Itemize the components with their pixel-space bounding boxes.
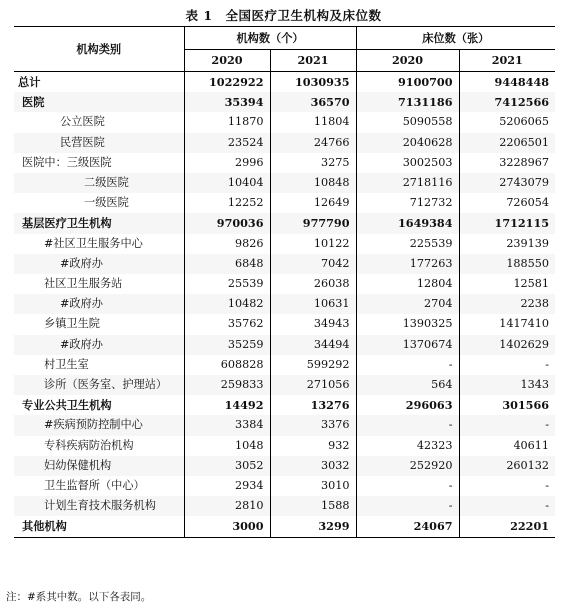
row-value: - [459,355,555,375]
row-value: 2704 [356,294,459,314]
row-value: 1402629 [459,335,555,355]
table-row [14,456,555,476]
row-label: 公立医院 [60,115,105,129]
row-value: 34943 [270,314,356,334]
row-value: 225539 [356,234,459,254]
footnote: 注：#系其中数。以下各表同。 [6,591,152,603]
row-value: 1390325 [356,314,459,334]
table-row [14,335,555,355]
row-value: 188550 [459,254,555,274]
row-value: 5090558 [356,112,459,132]
row-label: #疾病预防控制中心 [14,415,184,435]
table-body [14,72,555,538]
row-value: 3376 [270,415,356,435]
table-row [14,436,555,456]
row-label: 计划生育技术服务机构 [14,496,184,516]
row-value: 2206501 [459,133,555,153]
row-value: 271056 [270,375,356,395]
table-row [14,355,555,375]
row-label: 其他机构 [14,516,184,537]
row-label: 卫生监督所（中心） [44,479,145,493]
row-value: 1588 [270,496,356,516]
row-value: 1343 [459,375,555,395]
table-row [14,112,555,132]
row-value: 12581 [459,274,555,294]
row-value: 1649384 [356,213,459,233]
row-value: 2934 [184,476,270,496]
row-value: 14492 [184,395,270,415]
row-value: 1048 [184,436,270,456]
table-row [14,213,555,233]
row-value: 6848 [184,254,270,274]
row-value: 3228967 [459,153,555,173]
row-value: 932 [270,436,356,456]
table-row [14,415,555,435]
row-value: 3384 [184,415,270,435]
row-value: 12649 [270,193,356,213]
row-value: 2996 [184,153,270,173]
row-value: 259833 [184,375,270,395]
row-label: #社区卫生服务中心 [44,236,143,250]
row-value: 12804 [356,274,459,294]
header-year: 2020 [184,50,270,72]
row-value: 1417410 [459,314,555,334]
row-value: 22201 [459,516,555,537]
row-value: - [356,415,459,435]
row-value: 7042 [270,254,356,274]
row-value: 24067 [356,516,459,537]
row-label: 一级医院 [84,196,129,210]
row-label: 二级医院 [14,173,184,193]
row-label: 医院中：三级医院 [22,155,112,169]
row-label: #政府办 [14,254,184,274]
header-beds-group: 床位数（张） [356,27,555,50]
row-value: 726054 [459,193,555,213]
row-value: 260132 [459,456,555,476]
row-label: 社区卫生服务站 [44,277,123,291]
row-value: 12252 [184,193,270,213]
row-value: - [356,355,459,375]
row-value: 35762 [184,314,270,334]
table-row [14,496,555,516]
row-label: 医院 [14,92,184,112]
row-value: 40611 [459,436,555,456]
row-value: 9826 [184,234,270,254]
row-value: 239139 [459,234,555,254]
row-value: 296063 [356,395,459,415]
row-label: 民营医院 [14,133,184,153]
row-value: 2810 [184,496,270,516]
row-value: 7131186 [356,92,459,112]
row-value: 35259 [184,335,270,355]
row-value: 2238 [459,294,555,314]
table-row [14,294,555,314]
row-value: 977790 [270,213,356,233]
row-value: - [459,496,555,516]
row-value: 2743079 [459,173,555,193]
row-value: 9448448 [459,72,555,93]
row-value: - [356,476,459,496]
table-row [14,133,555,153]
table-row [14,234,555,254]
row-value: 712732 [356,193,459,213]
row-value: 608828 [184,355,270,375]
row-value: 35394 [184,92,270,112]
row-label: 诊所（医务室、护理站） [14,375,184,395]
row-value: 3002503 [356,153,459,173]
row-label: 乡镇卫生院 [44,317,100,331]
row-value: 11804 [270,112,356,132]
header-category: 机构类别 [14,27,184,72]
row-value: 177263 [356,254,459,274]
row-label: 总计 [18,75,41,89]
row-value: 3010 [270,476,356,496]
row-value: 23524 [184,133,270,153]
row-value: 301566 [459,395,555,415]
row-value: 5206065 [459,112,555,132]
row-value: 11870 [184,112,270,132]
row-value: - [459,476,555,496]
row-value: 10631 [270,294,356,314]
row-value: 970036 [184,213,270,233]
row-value: 1022922 [184,72,270,93]
table-row [14,153,555,173]
row-value: 3032 [270,456,356,476]
table-row [14,92,555,112]
row-label: 专科疾病防治机构 [44,438,134,452]
table-row [14,516,555,537]
row-value: 10848 [270,173,356,193]
row-value: 24766 [270,133,356,153]
row-label: #政府办 [14,294,184,314]
table-row [14,193,555,213]
row-value: 3275 [270,153,356,173]
row-value: 3000 [184,516,270,537]
row-value: 3299 [270,516,356,537]
row-value: 25539 [184,274,270,294]
row-value: 26038 [270,274,356,294]
table-row [14,314,555,334]
row-value: 1370674 [356,335,459,355]
table-row [14,254,555,274]
row-value: 42323 [356,436,459,456]
table-row [14,173,555,193]
row-value: 9100700 [356,72,459,93]
row-label: #政府办 [14,335,184,355]
table-row [14,395,555,415]
row-value: 10482 [184,294,270,314]
header-year: 2020 [356,50,459,72]
row-label: 妇幼保健机构 [14,456,184,476]
header-year: 2021 [459,50,555,72]
row-value: 13276 [270,395,356,415]
table-row [14,72,555,93]
row-value: 252920 [356,456,459,476]
row-label: 村卫生室 [44,357,89,371]
row-label: 专业公共卫生机构 [22,398,112,413]
table-row [14,476,555,496]
row-value: 2718116 [356,173,459,193]
header-year: 2021 [270,50,356,72]
row-label: 基层医疗卫生机构 [14,213,184,233]
institutions-beds-table [14,26,555,538]
table-caption: 表 1 全国医疗卫生机构及床位数 [185,8,382,23]
row-value: 3052 [184,456,270,476]
table-row [14,274,555,294]
row-value: - [356,496,459,516]
row-value: 564 [356,375,459,395]
row-value: 10122 [270,234,356,254]
row-value: 2040628 [356,133,459,153]
row-value: 10404 [184,173,270,193]
row-value: 599292 [270,355,356,375]
header-institutions-group: 机构数（个） [184,27,356,50]
row-value: 7412566 [459,92,555,112]
row-value: - [459,415,555,435]
row-value: 36570 [270,92,356,112]
row-value: 1030935 [270,72,356,93]
row-value: 34494 [270,335,356,355]
table-row [14,375,555,395]
row-value: 1712115 [459,213,555,233]
